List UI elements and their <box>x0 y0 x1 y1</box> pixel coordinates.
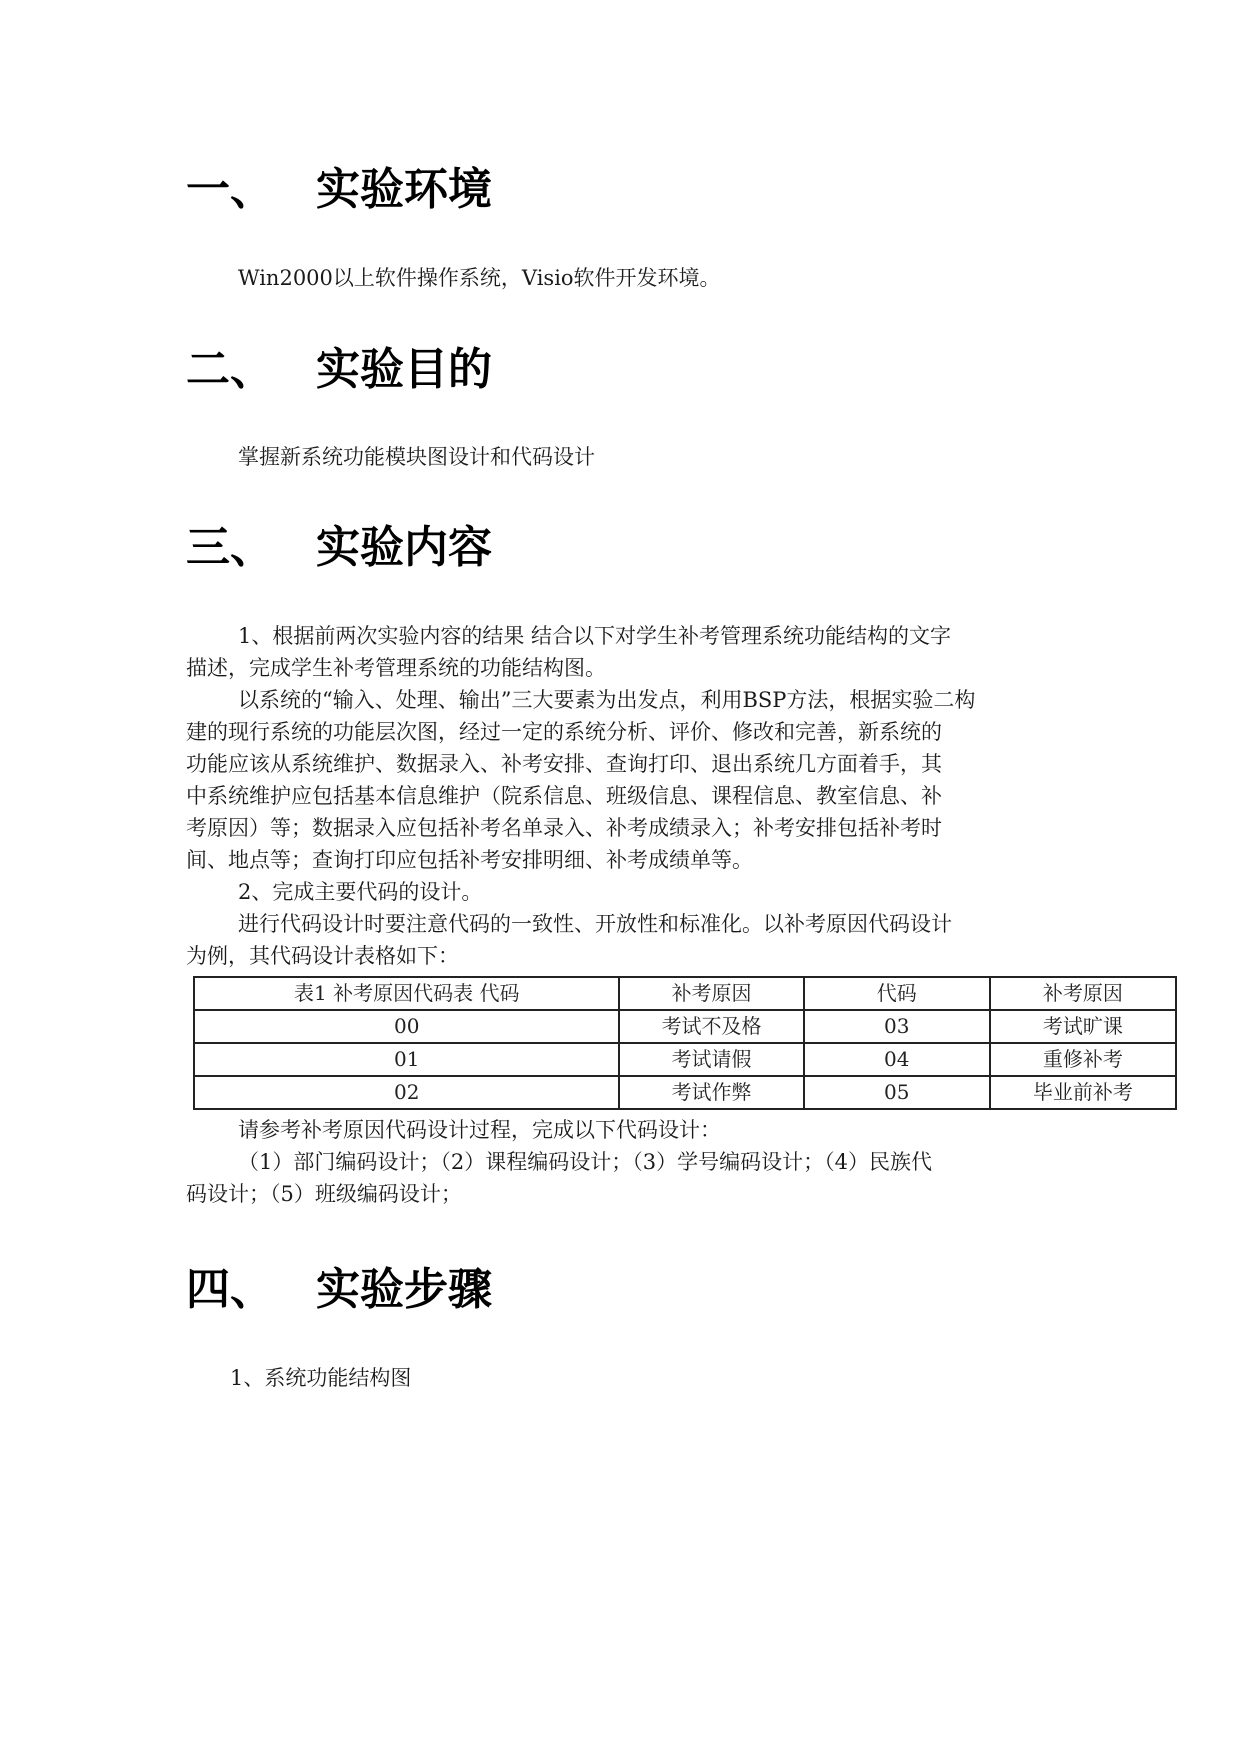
table-row <box>194 1076 1176 1109</box>
section-number: 二、 <box>186 344 274 395</box>
table-cell: 00 <box>194 1010 619 1043</box>
paragraph-line: 码设计；（5）班级编码设计； <box>186 1182 462 1206</box>
table-header-row <box>194 977 1176 1010</box>
section-title: 实验环境 <box>316 164 492 215</box>
table-cell: 05 <box>804 1076 990 1109</box>
table-header-cell: 补考原因 <box>990 977 1176 1010</box>
paragraph-line: 建的现行系统的功能层次图，经过一定的系统分析、评价、修改和完善，新系统的 <box>186 720 942 744</box>
section-number: 三、 <box>186 522 274 573</box>
paragraph-line: 为例，其代码设计表格如下： <box>186 944 459 968</box>
section-heading-1 <box>186 164 492 216</box>
paragraph-line: 以系统的“输入、处理、输出”三大要素为出发点，利用BSP方法，根据实验二构 <box>238 688 976 712</box>
paragraph-line: （1）部门编码设计；（2）课程编码设计；（3）学号编码设计；（4）民族代 <box>238 1150 932 1174</box>
table-header-cell: 表1 补考原因代码表 代码 <box>194 977 619 1010</box>
paragraph-line: 考原因）等；数据录入应包括补考名单录入、补考成绩录入；补考安排包括补考时 <box>186 816 942 840</box>
paragraph-line: 中系统维护应包括基本信息维护（院系信息、班级信息、课程信息、教室信息、补 <box>186 784 942 808</box>
table-cell: 03 <box>804 1010 990 1043</box>
table-cell: 考试旷课 <box>990 1010 1176 1043</box>
section-body-1 <box>186 262 1118 294</box>
table-header-cell: 补考原因 <box>619 977 803 1010</box>
paragraph-line: 请参考补考原因代码设计过程，完成以下代码设计： <box>238 1118 721 1142</box>
paragraph-line: 进行代码设计时要注意代码的一致性、开放性和标准化。以补考原因代码设计 <box>238 912 952 936</box>
section-body-4 <box>186 1362 1110 1394</box>
section-body-3-after <box>186 1114 1066 1210</box>
table-cell: 重修补考 <box>990 1043 1176 1076</box>
section-title: 实验步骤 <box>316 1264 492 1315</box>
section-title: 实验目的 <box>316 344 492 395</box>
section-number: 一、 <box>186 164 274 215</box>
table-row <box>194 1043 1176 1076</box>
section-heading-2 <box>186 344 492 396</box>
table-cell: 考试不及格 <box>619 1010 803 1043</box>
table-row <box>194 1010 1176 1043</box>
paragraph-line: 2、完成主要代码的设计。 <box>238 880 483 904</box>
paragraph-line: 间、地点等；查询打印应包括补考安排明细、补考成绩单等。 <box>186 848 753 872</box>
paragraph-line: 1、系统功能结构图 <box>230 1366 412 1390</box>
paragraph-line: 1、根据前两次实验内容的结果 结合以下对学生补考管理系统功能结构的文字 <box>238 624 952 648</box>
paragraph-line: 掌握新系统功能模块图设计和代码设计 <box>238 445 595 469</box>
table-cell: 04 <box>804 1043 990 1076</box>
section-body-3 <box>186 620 1066 972</box>
table-header-cell: 代码 <box>804 977 990 1010</box>
table-cell: 考试作弊 <box>619 1076 803 1109</box>
section-number: 四、 <box>186 1264 274 1315</box>
table-cell: 02 <box>194 1076 619 1109</box>
paragraph-line: Win2000以上软件操作系统，Visio软件开发环境。 <box>238 266 721 290</box>
section-heading-4 <box>186 1264 492 1316</box>
paragraph-line: 功能应该从系统维护、数据录入、补考安排、查询打印、退出系统几方面着手，其 <box>186 752 942 776</box>
section-body-2 <box>186 441 1118 473</box>
table-cell: 01 <box>194 1043 619 1076</box>
section-heading-3 <box>186 522 492 574</box>
section-title: 实验内容 <box>316 522 492 573</box>
table-cell: 毕业前补考 <box>990 1076 1176 1109</box>
paragraph-line: 描述，完成学生补考管理系统的功能结构图。 <box>186 656 606 680</box>
code-table <box>193 976 1177 1110</box>
table-cell: 考试请假 <box>619 1043 803 1076</box>
